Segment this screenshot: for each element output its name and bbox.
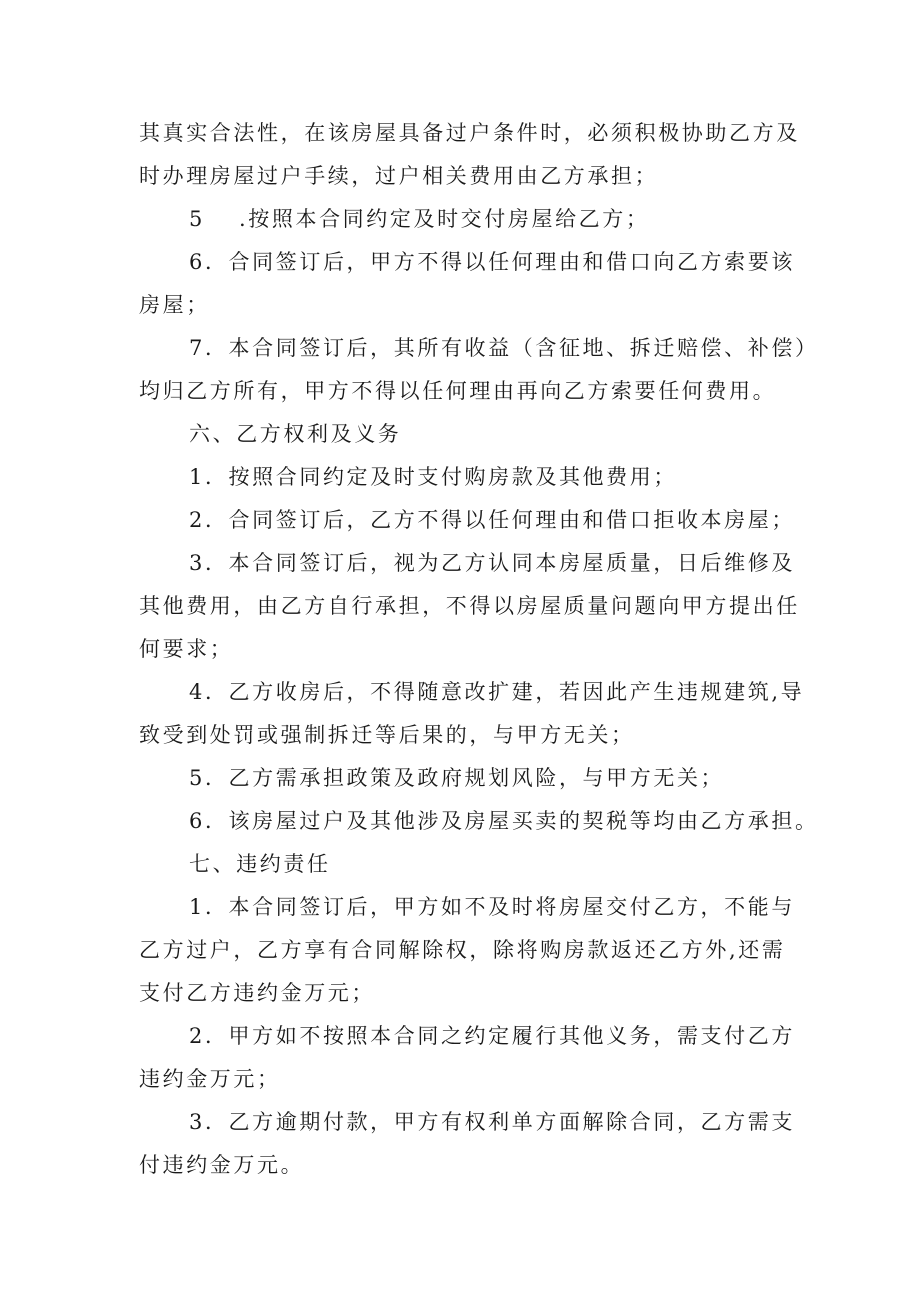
section-heading-7: 七、违约责任 — [189, 852, 331, 876]
clause-line: 3．本合同签订后，视为乙方认同本房屋质量，日后维修及 — [189, 551, 795, 575]
clause-line: 4．乙方收房后，不得随意改扩建，若因此产生违规建筑,导 — [189, 680, 805, 704]
section-heading-6: 六、乙方权利及义务 — [189, 422, 402, 446]
clause-6-line: 6．合同签订后，甲方不得以任何理由和借口向乙方索要该 — [189, 250, 795, 274]
document-page — [139, 112, 819, 1187]
clause-5-line — [139, 198, 819, 241]
clause-text: .按照本合同约定及时交付房屋给乙方； — [239, 207, 650, 231]
paragraph-line: 其他费用，由乙方自行承担，不得以房屋质量问题向甲方提出任 — [139, 594, 800, 618]
paragraph-line: 违约金万元； — [139, 1067, 281, 1091]
clause-line: 1．按照合同约定及时支付购房款及其他费用； — [189, 465, 677, 489]
clause-line: 2．合同签订后，乙方不得以任何理由和借口拒收本房屋； — [189, 508, 795, 532]
clause-line: 1．本合同签订后，甲方如不及时将房屋交付乙方，不能与 — [189, 895, 795, 919]
clause-line: 5．乙方需承担政策及政府规划风险，与甲方无关； — [189, 766, 725, 790]
paragraph-line: 致受到处罚或强制拆迁等后果的，与甲方无关； — [139, 723, 635, 747]
paragraph-line: 房屋； — [139, 293, 210, 317]
paragraph-line: 时办理房屋过户手续，过户相关费用由乙方承担； — [139, 164, 659, 188]
clause-line: 2．甲方如不按照本合同之约定履行其他义务，需支付乙方 — [189, 1024, 795, 1048]
paragraph-line: 何要求； — [139, 637, 234, 661]
clause-number: 5 — [189, 207, 205, 231]
paragraph-line: 付违约金万元。 — [139, 1153, 305, 1177]
paragraph-line: 乙方过户，乙方享有合同解除权，除将购房款返还乙方外,还需 — [139, 938, 786, 962]
clause-7-line: 7．本合同签订后，其所有收益（含征地、拆迁赔偿、补偿） — [189, 336, 819, 360]
paragraph-line: 其真实合法性，在该房屋具备过户条件时，必须积极协助乙方及 — [139, 121, 800, 145]
paragraph-line: 均归乙方所有，甲方不得以任何理由再向乙方索要任何费用。 — [139, 379, 777, 403]
paragraph-line: 支付乙方违约金万元； — [139, 981, 375, 1005]
clause-line: 6．该房屋过户及其他涉及房屋买卖的契税等均由乙方承担。 — [189, 809, 819, 833]
clause-line: 3．乙方逾期付款，甲方有权利单方面解除合同，乙方需支 — [189, 1110, 795, 1134]
